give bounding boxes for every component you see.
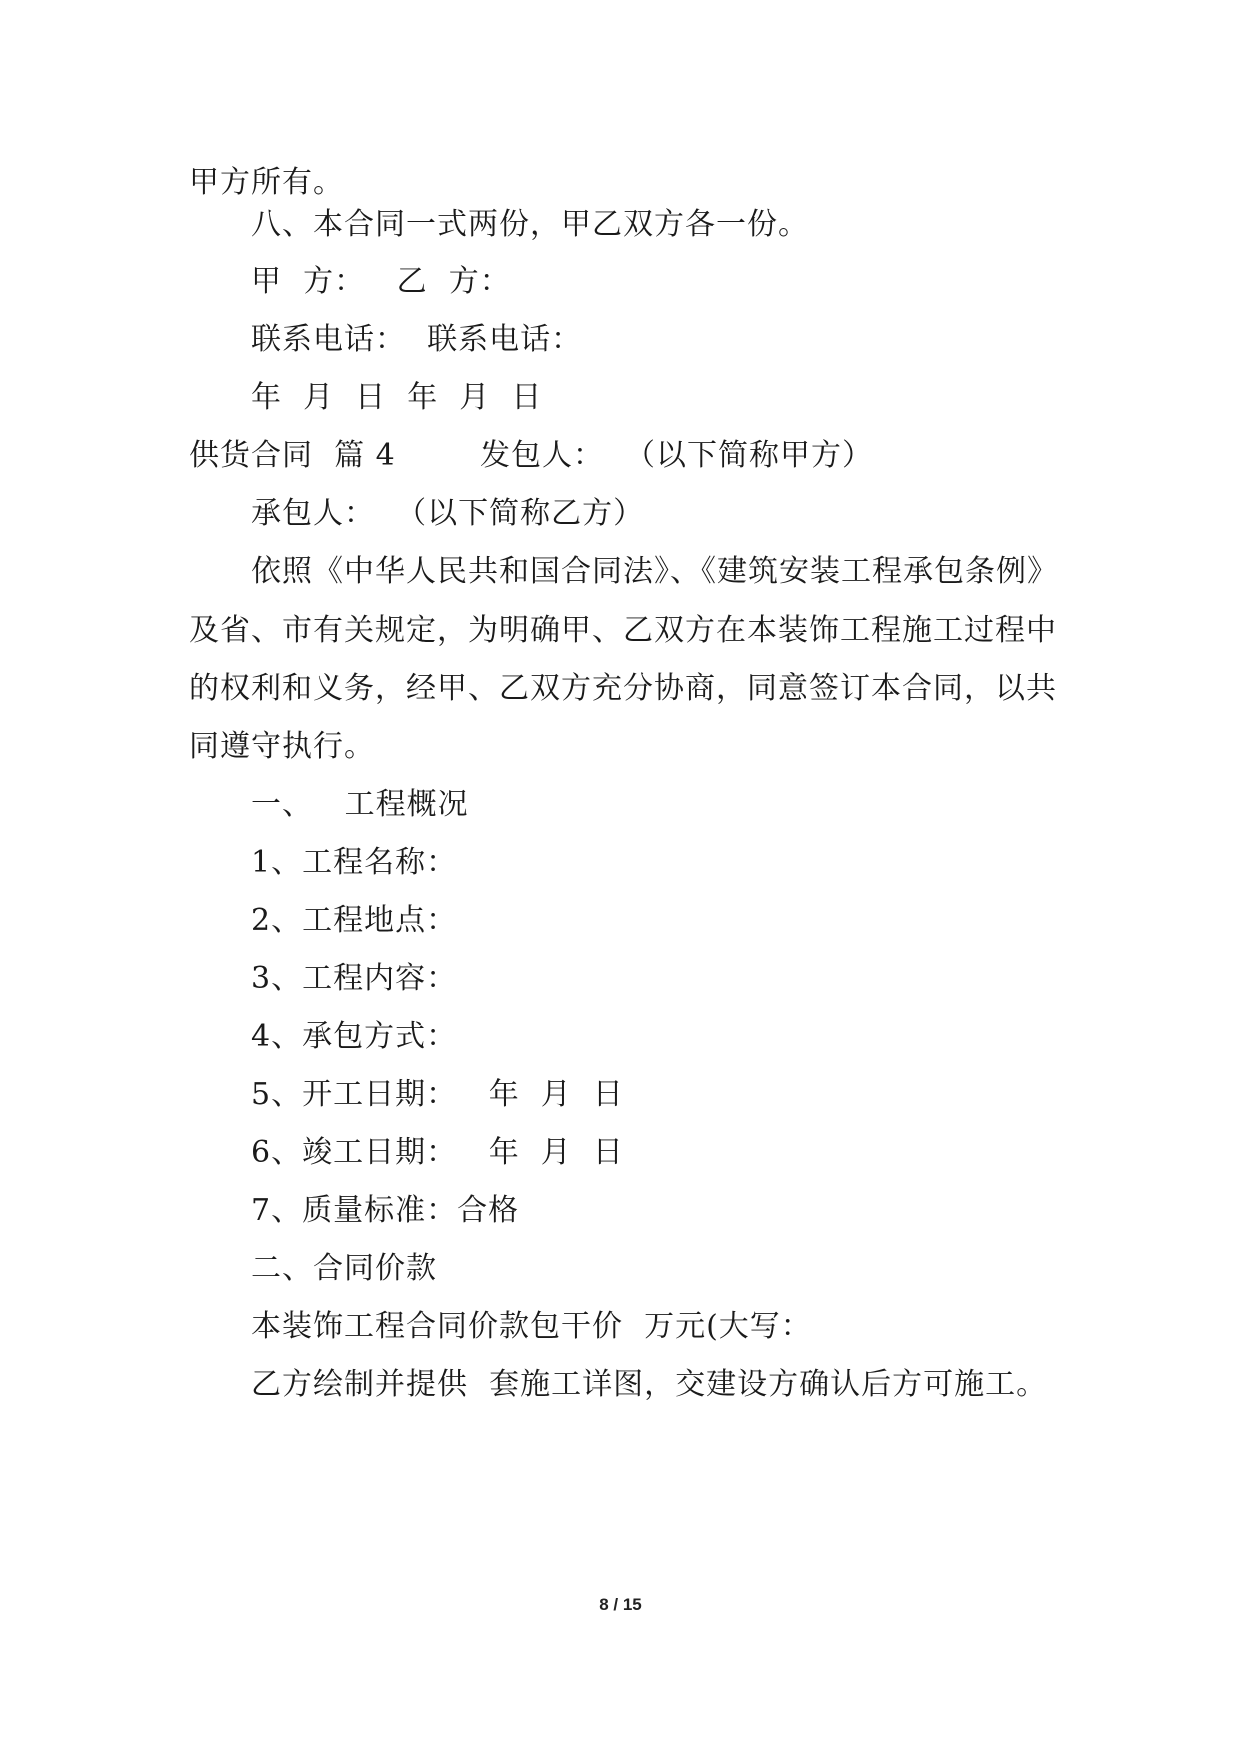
list-item: 2、工程地点： [251,903,458,938]
page-number: 8 / 15 [599,1595,642,1614]
paragraph-line: 依照《中华人民共和国合同法》、《建筑安装工程承包条例》 [251,554,1058,589]
text-line: 本装饰工程合同价款包干价 万元(大写： [251,1309,812,1344]
list-item: 3、工程内容： [251,961,458,996]
clause-heading: 一、 工程概况 [251,787,469,822]
contact-phone-line: 联系电话： 联系电话： [251,322,583,357]
text-line: 乙方绘制并提供 套施工详图，交建设方确认后方可施工。 [251,1367,1048,1402]
text-line: 甲方所有。 [189,165,344,200]
section-heading: 供货合同 篇 4 发包人： （以下简称甲方） [189,438,874,473]
text-line: 承包人： （以下简称乙方） [251,496,645,531]
paragraph-line: 同遵守执行。 [189,729,375,764]
signature-parties-line: 甲 方： 乙 方： [251,264,511,299]
list-item: 6、竣工日期： 年 月 日 [251,1135,624,1170]
paragraph-line: 及省、市有关规定，为明确甲、乙双方在本装饰工程施工过程中 [189,613,1057,648]
list-item: 1、工程名称： [251,845,458,880]
date-line: 年 月 日 年 月 日 [251,380,543,415]
text-line: 八、本合同一式两份，甲乙双方各一份。 [251,207,809,242]
paragraph-line: 的权利和义务，经甲、乙双方充分协商，同意签订本合同，以共 [189,671,1057,706]
list-item: 5、开工日期： 年 月 日 [251,1077,624,1112]
list-item: 4、承包方式： [251,1019,458,1054]
clause-heading: 二、合同价款 [251,1251,437,1286]
list-item: 7、质量标准：合格 [251,1193,520,1228]
